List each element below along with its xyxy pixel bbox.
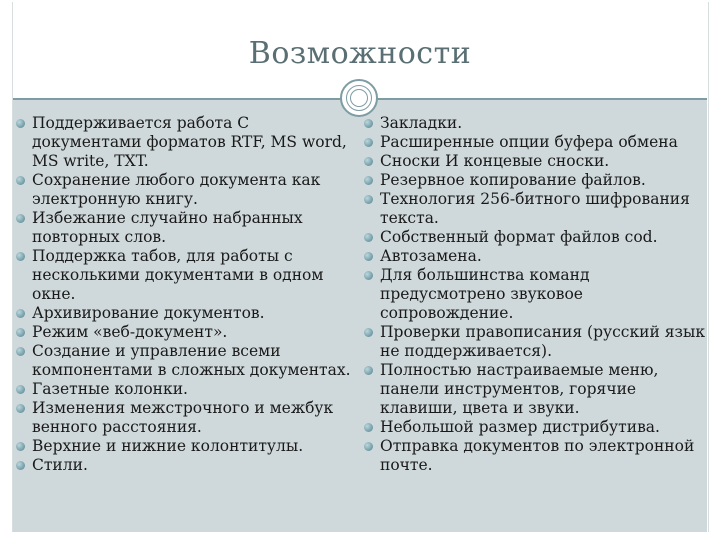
list-item: Проверки правописания (русский язык не поддерживается). bbox=[362, 323, 707, 361]
list-item: Создание и управление всеми компонентами в сложных документах. bbox=[14, 342, 359, 380]
list-item: Сноски И концевые сноски. bbox=[362, 152, 707, 171]
list-item: Небольшой размер дистрибутива. bbox=[362, 418, 707, 437]
left-feature-list bbox=[14, 114, 359, 475]
list-item: Поддерживается работа С документами форматов RTF, MS word, MS write, TXT. bbox=[14, 114, 359, 171]
right-feature-list bbox=[362, 114, 707, 475]
list-item: Архивирование документов. bbox=[14, 304, 359, 323]
list-item: Отправка документов по электронной почте. bbox=[362, 437, 707, 475]
list-item: Избежание случайно набранных повторных слов. bbox=[14, 209, 359, 247]
circle-emblem-icon bbox=[340, 79, 378, 117]
list-item: Стили. bbox=[14, 456, 359, 475]
list-item: Закладки. bbox=[362, 114, 707, 133]
list-item: Режим «веб-документ». bbox=[14, 323, 359, 342]
list-item: Изменения межстрочного и межбук венного расстояния. bbox=[14, 399, 359, 437]
list-item: Резервное копирование файлов. bbox=[362, 171, 707, 190]
list-item: Полностью настраиваемые меню, панели инструментов, горячие клавиши, цвета и звуки. bbox=[362, 361, 707, 418]
list-item: Собственный формат файлов cod. bbox=[362, 228, 707, 247]
list-item: Технология 256-битного шифрования текста. bbox=[362, 190, 707, 228]
list-item: Расширенные опции буфера обмена bbox=[362, 133, 707, 152]
list-item: Автозамена. bbox=[362, 247, 707, 266]
list-item: Сохранение любого документа как электронную книгу. bbox=[14, 171, 359, 209]
list-item: Поддержка табов, для работы с несколькими документами в одном окне. bbox=[14, 247, 359, 304]
slide-title: Возможности bbox=[248, 36, 472, 71]
list-item: Газетные колонки. bbox=[14, 380, 359, 399]
list-item: Для большинства команд предусмотрено звуковое сопровождение. bbox=[362, 266, 707, 323]
list-item: Верхние и нижние колонтитулы. bbox=[14, 437, 359, 456]
